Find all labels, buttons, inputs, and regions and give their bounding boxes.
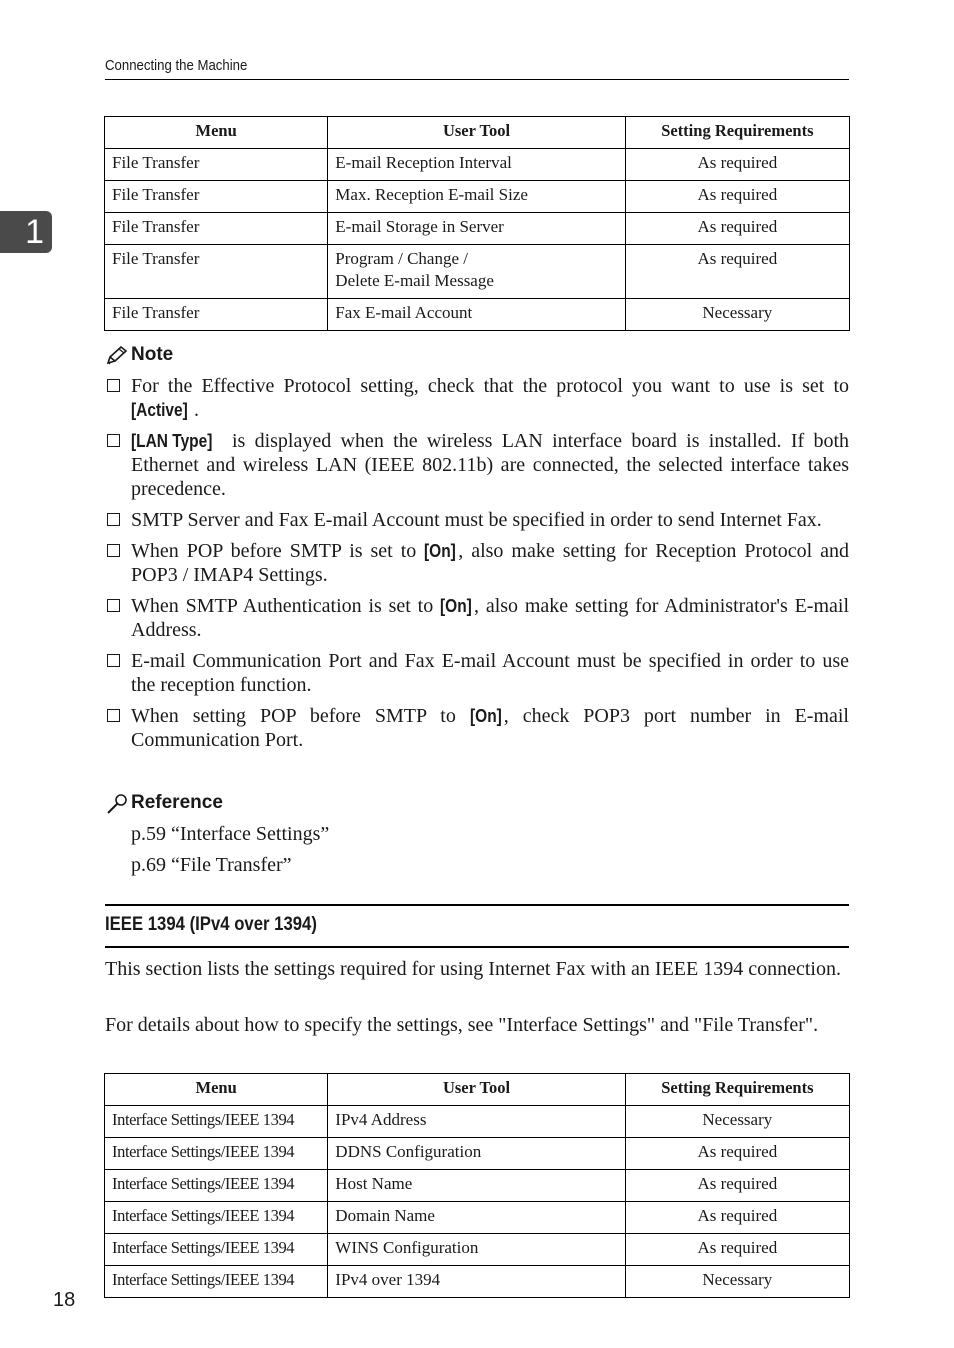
menu-cell: File Transfer — [105, 299, 328, 331]
running-header — [105, 57, 849, 80]
table-row — [105, 1234, 850, 1266]
note-item: E-mail Communication Port and Fax E-mail Account must be specified in order to use the reception function. — [105, 649, 849, 697]
user-tool-cell: IPv4 over 1394 — [328, 1266, 625, 1298]
keyword: [LAN Type] — [131, 431, 213, 451]
table-row — [105, 245, 850, 299]
table-row — [105, 1202, 850, 1234]
user-tool-cell: WINS Configuration — [328, 1234, 625, 1266]
menu-cell: Interface Settings/IEEE 1394 — [105, 1138, 328, 1170]
note-item: [LAN Type] is displayed when the wireless LAN interface board is installed. If both Ethernet and wireless LAN (IEEE 802.11b) are connected, the selected interface takes precedence. — [105, 429, 849, 501]
reference-link[interactable]: p.59 “Interface Settings” — [131, 823, 330, 845]
note-item: When SMTP Authentication is set to [On] , also make setting for Administrator's E-mail Address. — [105, 594, 849, 642]
chapter-tab: 1 — [0, 211, 52, 253]
note-item: SMTP Server and Fax E-mail Account must be specified in order to send Internet Fax. — [105, 508, 849, 532]
file-transfer-settings-table — [104, 116, 850, 331]
reference-heading-label: Reference — [131, 792, 223, 813]
requirement-cell: Necessary — [625, 1106, 849, 1138]
user-tool-cell: Domain Name — [328, 1202, 625, 1234]
reference-link[interactable]: p.69 “File Transfer” — [131, 854, 292, 876]
keyword: [Active] — [131, 400, 188, 420]
column-header-setting-requirements: Setting Requirements — [625, 1074, 849, 1106]
section-paragraph: This section lists the settings required for using Internet Fax with an IEEE 1394 connection. — [105, 958, 841, 980]
table-row — [105, 299, 850, 331]
keyword: [On] — [424, 541, 457, 561]
requirement-cell: As required — [625, 1138, 849, 1170]
checkbox-bullet-icon — [107, 513, 120, 526]
requirement-cell: As required — [625, 1202, 849, 1234]
column-header-menu: Menu — [105, 1074, 328, 1106]
menu-cell: File Transfer — [105, 181, 328, 213]
note-item: For the Effective Protocol setting, check that the protocol you want to use is set to [Active] . — [105, 374, 849, 422]
requirement-cell: As required — [625, 245, 849, 299]
column-header-setting-requirements: Setting Requirements — [625, 117, 849, 149]
checkbox-bullet-icon — [107, 379, 120, 392]
note-item: When setting POP before SMTP to [On] , check POP3 port number in E-mail Communication Port. — [105, 704, 849, 752]
column-header-user-tool: User Tool — [328, 1074, 625, 1106]
section-paragraph: For details about how to specify the settings, see "Interface Settings" and "File Transfer". — [105, 1014, 819, 1036]
checkbox-bullet-icon — [107, 654, 120, 667]
menu-cell: File Transfer — [105, 245, 328, 299]
table-row — [105, 1266, 850, 1298]
table-row — [105, 1170, 850, 1202]
menu-cell: File Transfer — [105, 213, 328, 245]
note-heading-label: Note — [131, 344, 174, 365]
requirement-cell: As required — [625, 149, 849, 181]
menu-cell: Interface Settings/IEEE 1394 — [105, 1170, 328, 1202]
keyword: [On] — [469, 706, 502, 726]
magnifier-icon — [106, 794, 128, 814]
checkbox-bullet-icon — [107, 599, 120, 612]
running-title: Connecting the Machine — [105, 57, 248, 74]
table-header-row — [105, 1074, 850, 1106]
keyword: [On] — [440, 596, 472, 616]
requirement-cell: As required — [625, 181, 849, 213]
page-number: 18 — [53, 1289, 76, 1311]
reference-list — [131, 822, 329, 884]
user-tool-line: Delete E-mail Message — [335, 271, 494, 290]
note-list — [105, 374, 849, 759]
column-header-menu: Menu — [105, 117, 328, 149]
user-tool-line: Program / Change / — [335, 249, 468, 268]
requirement-cell: Necessary — [625, 299, 849, 331]
table-row — [105, 149, 850, 181]
note-heading — [106, 344, 173, 366]
checkbox-bullet-icon — [107, 434, 120, 447]
table-row — [105, 213, 850, 245]
checkbox-bullet-icon — [107, 544, 120, 557]
requirement-cell: As required — [625, 1234, 849, 1266]
user-tool-cell — [328, 245, 625, 299]
reference-heading — [106, 792, 223, 814]
pencil-icon — [106, 346, 128, 366]
note-item: When POP before SMTP is set to [On] , also make setting for Reception Protocol and POP3 / IMAP4 Settings. — [105, 539, 849, 587]
user-tool-cell: Fax E-mail Account — [328, 299, 625, 331]
menu-cell: Interface Settings/IEEE 1394 — [105, 1266, 328, 1298]
section-title: IEEE 1394 (IPv4 over 1394) — [105, 904, 849, 948]
table-row — [105, 1138, 850, 1170]
requirement-cell: Necessary — [625, 1266, 849, 1298]
user-tool-cell: IPv4 Address — [328, 1106, 625, 1138]
user-tool-cell: E-mail Reception Interval — [328, 149, 625, 181]
column-header-user-tool: User Tool — [328, 117, 625, 149]
table-row — [105, 1106, 850, 1138]
requirement-cell: As required — [625, 1170, 849, 1202]
requirement-cell: As required — [625, 213, 849, 245]
menu-cell: Interface Settings/IEEE 1394 — [105, 1234, 328, 1266]
user-tool-cell: E-mail Storage in Server — [328, 213, 625, 245]
menu-cell: File Transfer — [105, 149, 328, 181]
menu-cell: Interface Settings/IEEE 1394 — [105, 1202, 328, 1234]
menu-cell: Interface Settings/IEEE 1394 — [105, 1106, 328, 1138]
user-tool-cell: Max. Reception E-mail Size — [328, 181, 625, 213]
table-header-row — [105, 117, 850, 149]
user-tool-cell: DDNS Configuration — [328, 1138, 625, 1170]
table-row — [105, 181, 850, 213]
user-tool-cell: Host Name — [328, 1170, 625, 1202]
ieee1394-settings-table — [104, 1073, 850, 1298]
checkbox-bullet-icon — [107, 709, 120, 722]
